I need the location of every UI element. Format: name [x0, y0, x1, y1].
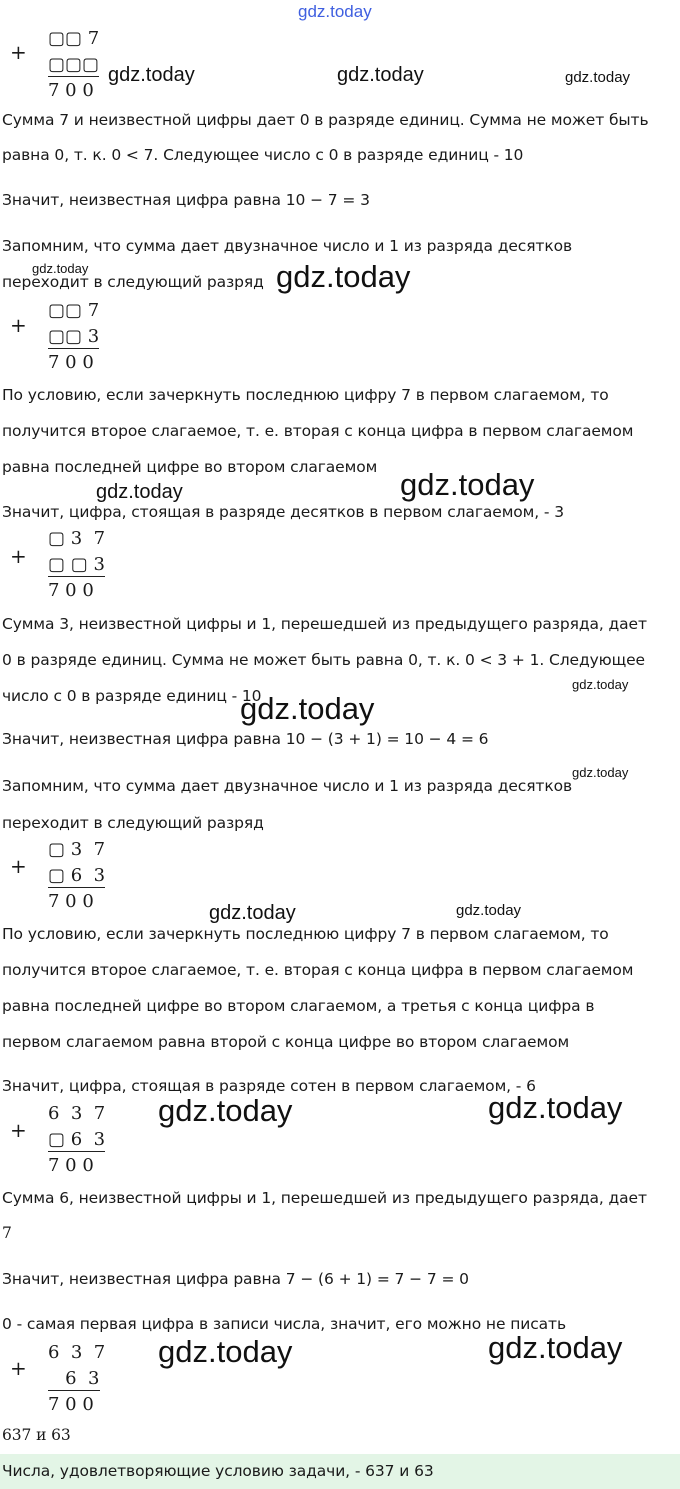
paragraph: первом слагаемом равна второй с конца цифре во втором слагаемом	[2, 1033, 570, 1051]
paragraph: 7	[2, 1224, 12, 1242]
sum: 7 0 0	[48, 80, 94, 101]
paragraph: Значит, цифра, стоящая в разряде десятков в первом слагаемом, - 3	[2, 503, 564, 521]
answer-text: Числа, удовлетворяющие условию задачи, - 637 и 63	[2, 1462, 434, 1480]
watermark: gdz.today	[572, 765, 629, 780]
addend-2: 6 3	[48, 1368, 100, 1389]
plus-sign: +	[10, 40, 27, 64]
paragraph: Запомним, что сумма дает двузначное число и 1 из разряда десятков	[2, 777, 573, 795]
watermark: gdz.today	[337, 64, 424, 86]
sum: 7 0 0	[48, 580, 94, 601]
sum: 7 0 0	[48, 1155, 94, 1176]
paragraph: равна последней цифре во втором слагаемом	[2, 458, 378, 476]
addend-2: ▢▢▢	[48, 54, 100, 75]
watermark: gdz.today	[565, 69, 631, 86]
watermark: gdz.today	[456, 902, 522, 919]
addend-1: ▢ 3 7	[48, 528, 106, 549]
paragraph: Значит, неизвестная цифра равна 7 − (6 + 1) = 7 − 7 = 0	[2, 1270, 469, 1288]
paragraph: 637 и 63	[2, 1426, 71, 1444]
watermark: gdz.today	[572, 677, 629, 692]
watermark: gdz.today	[158, 1093, 293, 1128]
watermark: gdz.today	[108, 64, 195, 86]
column-addition-4	[48, 837, 105, 915]
addend-1: 6 3 7	[48, 1342, 106, 1363]
answer-banner	[0, 1454, 680, 1489]
plus-sign: +	[10, 313, 27, 337]
addend-1: ▢▢ 7	[48, 300, 100, 321]
watermark-top: gdz.today	[298, 2, 372, 21]
watermark: gdz.today	[400, 467, 535, 502]
paragraph: По условию, если зачеркнуть последнюю цифру 7 в первом слагаемом, то	[2, 386, 609, 404]
watermark: gdz.today	[488, 1330, 623, 1365]
paragraph: 0 - самая первая цифра в записи числа, значит, его можно не писать	[2, 1315, 567, 1333]
watermark: gdz.today	[240, 691, 375, 726]
addend-1: 6 3 7	[48, 1103, 106, 1124]
plus-sign: +	[10, 1356, 27, 1380]
paragraph: получится второе слагаемое, т. е. вторая с конца цифра в первом слагаемом	[2, 961, 634, 979]
paragraph: Значит, неизвестная цифра равна 10 − (3 + 1) = 10 − 4 = 6	[2, 730, 489, 748]
watermark: gdz.today	[209, 902, 296, 924]
paragraph: равна 0, т. к. 0 < 7. Следующее число с 0 в разряде единиц - 10	[2, 146, 524, 164]
paragraph: Сумма 7 и неизвестной цифры дает 0 в разряде единиц. Сумма не может быть	[2, 111, 649, 129]
sum: 7 0 0	[48, 891, 94, 912]
paragraph: Запомним, что сумма дает двузначное число и 1 из разряда десятков	[2, 237, 573, 255]
column-addition-2	[48, 298, 99, 376]
paragraph: переходит в следующий разряд	[2, 814, 264, 832]
plus-sign: +	[10, 1118, 27, 1142]
watermark: gdz.today	[158, 1334, 293, 1369]
addend-2: ▢ ▢ 3	[48, 554, 105, 575]
sum: 7 0 0	[48, 1394, 94, 1415]
column-addition-5	[48, 1101, 105, 1179]
watermark: gdz.today	[32, 261, 89, 276]
paragraph: 0 в разряде единиц. Сумма не может быть равна 0, т. к. 0 < 3 + 1. Следующее	[2, 651, 645, 669]
addend-2: ▢ 6 3	[48, 1129, 106, 1150]
watermark: gdz.today	[96, 481, 183, 503]
paragraph: Значит, цифра, стоящая в разряде сотен в первом слагаемом, - 6	[2, 1077, 536, 1095]
paragraph: Сумма 3, неизвестной цифры и 1, перешедшей из предыдущего разряда, дает	[2, 615, 647, 633]
addend-2: ▢ 6 3	[48, 865, 106, 886]
paragraph: переходит в следующий разряд	[2, 273, 264, 291]
paragraph: равна последней цифре во втором слагаемом, а третья с конца цифра в	[2, 997, 595, 1015]
column-addition-1	[48, 26, 99, 104]
watermark: gdz.today	[488, 1090, 623, 1125]
paragraph: число с 0 в разряде единиц - 10	[2, 687, 262, 705]
plus-sign: +	[10, 854, 27, 878]
addend-2: ▢▢ 3	[48, 326, 100, 347]
paragraph: получится второе слагаемое, т. е. вторая с конца цифра в первом слагаемом	[2, 422, 634, 440]
paragraph: Значит, неизвестная цифра равна 10 − 7 = 3	[2, 191, 370, 209]
addend-1: ▢▢ 7	[48, 28, 100, 49]
paragraph: По условию, если зачеркнуть последнюю цифру 7 в первом слагаемом, то	[2, 925, 609, 943]
watermark: gdz.today	[276, 259, 411, 294]
column-addition-6	[48, 1340, 105, 1418]
column-addition-3	[48, 526, 105, 604]
paragraph: Сумма 6, неизвестной цифры и 1, перешедшей из предыдущего разряда, дает	[2, 1189, 647, 1207]
sum: 7 0 0	[48, 352, 94, 373]
plus-sign: +	[10, 544, 27, 568]
addend-1: ▢ 3 7	[48, 839, 106, 860]
